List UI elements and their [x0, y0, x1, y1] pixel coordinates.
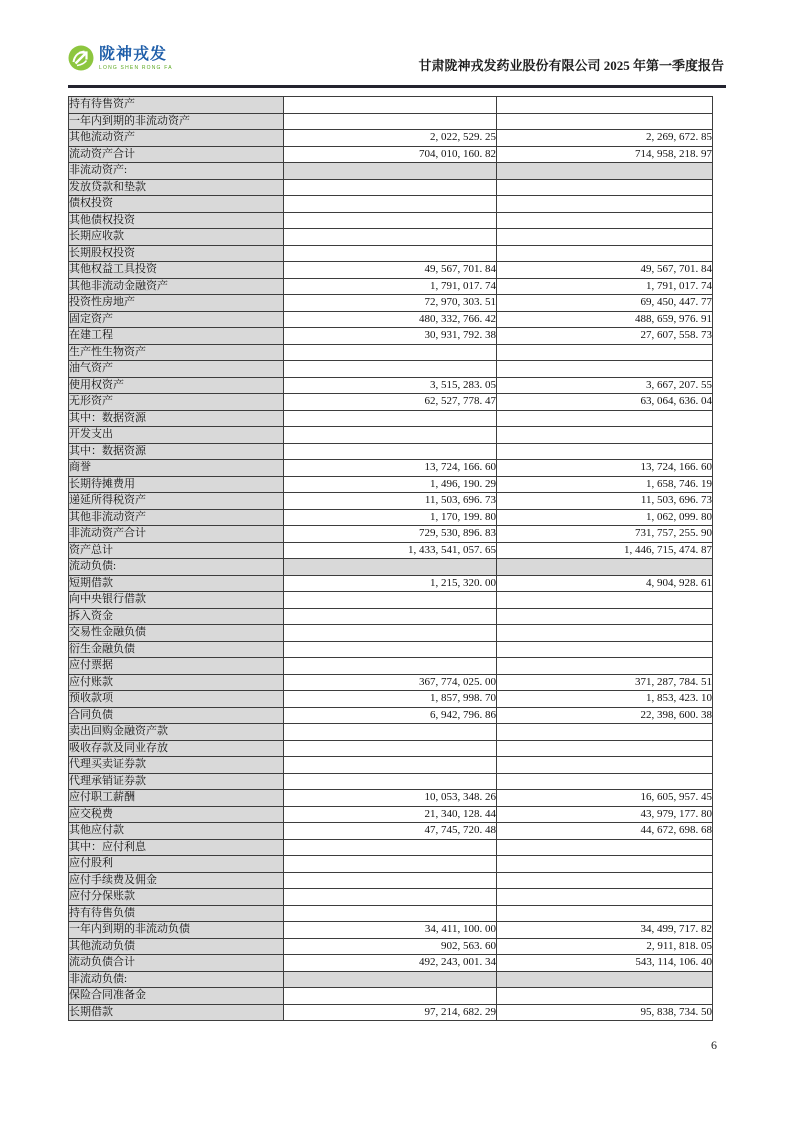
row-prior-value: 11, 503, 696. 73	[497, 493, 713, 510]
row-label: 长期待摊费用	[69, 476, 284, 493]
row-prior-value	[497, 427, 713, 444]
row-label: 长期股权投资	[69, 245, 284, 262]
row-prior-value: 27, 607, 558. 73	[497, 328, 713, 345]
row-prior-value	[497, 229, 713, 246]
row-label: 应付职工薪酬	[69, 790, 284, 807]
row-current-value: 704, 010, 160. 82	[284, 146, 497, 163]
row-current-value: 97, 214, 682. 29	[284, 1004, 497, 1021]
row-prior-value	[497, 905, 713, 922]
row-current-value: 902, 563. 60	[284, 938, 497, 955]
row-current-value: 21, 340, 128. 44	[284, 806, 497, 823]
row-label: 持有待售资产	[69, 97, 284, 114]
row-prior-value	[497, 889, 713, 906]
row-current-value: 10, 053, 348. 26	[284, 790, 497, 807]
row-label: 生产性生物资产	[69, 344, 284, 361]
table-row	[69, 295, 713, 312]
row-prior-value: 49, 567, 701. 84	[497, 262, 713, 279]
row-label: 应付手续费及佣金	[69, 872, 284, 889]
row-label: 长期借款	[69, 1004, 284, 1021]
row-prior-value: 731, 757, 255. 90	[497, 526, 713, 543]
table-row	[69, 460, 713, 477]
table-row	[69, 608, 713, 625]
report-title: 甘肃陇神戎发药业股份有限公司 2025 年第一季度报告	[418, 58, 724, 73]
row-label: 其他流动负债	[69, 938, 284, 955]
row-current-value: 49, 567, 701. 84	[284, 262, 497, 279]
table-row	[69, 245, 713, 262]
row-label: 合同负债	[69, 707, 284, 724]
table-row	[69, 905, 713, 922]
table-row	[69, 427, 713, 444]
row-label: 一年内到期的非流动资产	[69, 113, 284, 130]
row-label: 流动资产合计	[69, 146, 284, 163]
row-current-value: 13, 724, 166. 60	[284, 460, 497, 477]
table-row	[69, 592, 713, 609]
row-current-value	[284, 163, 497, 180]
row-label: 应付票据	[69, 658, 284, 675]
row-label: 商誉	[69, 460, 284, 477]
table-row	[69, 410, 713, 427]
row-prior-value: 34, 499, 717. 82	[497, 922, 713, 939]
row-prior-value	[497, 163, 713, 180]
table-row	[69, 806, 713, 823]
row-current-value: 1, 433, 541, 057. 65	[284, 542, 497, 559]
row-label: 其中：数据资源	[69, 410, 284, 427]
row-label: 保险合同准备金	[69, 988, 284, 1005]
row-label: 持有待售负债	[69, 905, 284, 922]
table-row	[69, 674, 713, 691]
row-prior-value	[497, 839, 713, 856]
row-prior-value	[497, 608, 713, 625]
row-prior-value: 714, 958, 218. 97	[497, 146, 713, 163]
row-current-value	[284, 839, 497, 856]
row-prior-value	[497, 856, 713, 873]
row-current-value: 6, 942, 796. 86	[284, 707, 497, 724]
table-row	[69, 361, 713, 378]
row-prior-value	[497, 592, 713, 609]
row-prior-value	[497, 658, 713, 675]
row-current-value	[284, 740, 497, 757]
table-row	[69, 493, 713, 510]
row-prior-value: 1, 446, 715, 474. 87	[497, 542, 713, 559]
table-row	[69, 311, 713, 328]
row-current-value: 72, 970, 303. 51	[284, 295, 497, 312]
row-current-value	[284, 856, 497, 873]
row-label: 其他应付款	[69, 823, 284, 840]
table-row	[69, 278, 713, 295]
row-prior-value: 4, 904, 928. 61	[497, 575, 713, 592]
table-row	[69, 938, 713, 955]
row-label: 开发支出	[69, 427, 284, 444]
row-label: 流动负债:	[69, 559, 284, 576]
row-current-value	[284, 212, 497, 229]
row-current-value: 2, 022, 529. 25	[284, 130, 497, 147]
row-prior-value: 543, 114, 106. 40	[497, 955, 713, 972]
row-current-value	[284, 641, 497, 658]
row-prior-value: 43, 979, 177. 80	[497, 806, 713, 823]
row-label: 其他流动资产	[69, 130, 284, 147]
row-label: 债权投资	[69, 196, 284, 213]
page-number: 6	[711, 1038, 717, 1052]
row-prior-value: 3, 667, 207. 55	[497, 377, 713, 394]
table-row	[69, 691, 713, 708]
table-row	[69, 575, 713, 592]
table-row	[69, 988, 713, 1005]
row-prior-value	[497, 757, 713, 774]
table-row	[69, 542, 713, 559]
balance-sheet-body	[69, 97, 713, 1021]
row-prior-value	[497, 740, 713, 757]
row-current-value	[284, 113, 497, 130]
row-label: 资产总计	[69, 542, 284, 559]
table-row	[69, 328, 713, 345]
row-label: 非流动资产:	[69, 163, 284, 180]
row-prior-value: 13, 724, 166. 60	[497, 460, 713, 477]
table-row	[69, 773, 713, 790]
row-prior-value: 1, 853, 423. 10	[497, 691, 713, 708]
table-row	[69, 641, 713, 658]
row-current-value: 47, 745, 720. 48	[284, 823, 497, 840]
row-prior-value	[497, 245, 713, 262]
table-row	[69, 113, 713, 130]
row-label: 非流动资产合计	[69, 526, 284, 543]
table-row	[69, 97, 713, 114]
row-current-value	[284, 773, 497, 790]
row-label: 油气资产	[69, 361, 284, 378]
row-current-value: 1, 791, 017. 74	[284, 278, 497, 295]
row-current-value	[284, 872, 497, 889]
row-label: 递延所得税资产	[69, 493, 284, 510]
row-current-value: 492, 243, 001. 34	[284, 955, 497, 972]
table-row	[69, 724, 713, 741]
row-prior-value	[497, 113, 713, 130]
row-current-value: 3, 515, 283. 05	[284, 377, 497, 394]
section-row	[69, 971, 713, 988]
row-prior-value	[497, 196, 713, 213]
row-label: 其中：数据资源	[69, 443, 284, 460]
row-label: 长期应收款	[69, 229, 284, 246]
table-row	[69, 262, 713, 279]
row-prior-value	[497, 443, 713, 460]
row-current-value	[284, 971, 497, 988]
table-row	[69, 443, 713, 460]
row-current-value	[284, 410, 497, 427]
table-row	[69, 757, 713, 774]
row-current-value: 11, 503, 696. 73	[284, 493, 497, 510]
row-current-value: 729, 530, 896. 83	[284, 526, 497, 543]
row-prior-value	[497, 773, 713, 790]
row-current-value	[284, 443, 497, 460]
row-label: 其中：应付利息	[69, 839, 284, 856]
row-label: 应交税费	[69, 806, 284, 823]
row-label: 其他债权投资	[69, 212, 284, 229]
table-row	[69, 955, 713, 972]
row-current-value	[284, 229, 497, 246]
row-label: 投资性房地产	[69, 295, 284, 312]
row-current-value	[284, 757, 497, 774]
row-current-value: 367, 774, 025. 00	[284, 674, 497, 691]
row-prior-value	[497, 212, 713, 229]
row-current-value	[284, 608, 497, 625]
row-prior-value	[497, 179, 713, 196]
row-prior-value	[497, 559, 713, 576]
table-row	[69, 922, 713, 939]
row-label: 在建工程	[69, 328, 284, 345]
row-prior-value: 69, 450, 447. 77	[497, 295, 713, 312]
row-prior-value	[497, 410, 713, 427]
table-row	[69, 229, 713, 246]
row-prior-value	[497, 344, 713, 361]
table-row	[69, 394, 713, 411]
row-prior-value	[497, 361, 713, 378]
row-prior-value: 1, 791, 017. 74	[497, 278, 713, 295]
row-current-value	[284, 625, 497, 642]
row-label: 其他非流动金融资产	[69, 278, 284, 295]
row-prior-value: 1, 062, 099. 80	[497, 509, 713, 526]
table-row	[69, 179, 713, 196]
row-label: 代理承销证券款	[69, 773, 284, 790]
row-current-value	[284, 724, 497, 741]
row-label: 向中央银行借款	[69, 592, 284, 609]
row-prior-value: 44, 672, 698. 68	[497, 823, 713, 840]
row-label: 拆入资金	[69, 608, 284, 625]
row-current-value	[284, 179, 497, 196]
table-row	[69, 872, 713, 889]
table-row	[69, 196, 713, 213]
row-label: 衍生金融负债	[69, 641, 284, 658]
row-current-value	[284, 592, 497, 609]
row-prior-value: 371, 287, 784. 51	[497, 674, 713, 691]
table-row	[69, 740, 713, 757]
row-current-value	[284, 559, 497, 576]
row-current-value	[284, 344, 497, 361]
row-prior-value	[497, 971, 713, 988]
section-row	[69, 559, 713, 576]
table-row	[69, 790, 713, 807]
row-current-value	[284, 245, 497, 262]
row-label: 发放贷款和垫款	[69, 179, 284, 196]
table-row	[69, 130, 713, 147]
row-label: 无形资产	[69, 394, 284, 411]
row-label: 一年内到期的非流动负债	[69, 922, 284, 939]
logo-text-block	[99, 45, 173, 71]
row-prior-value	[497, 625, 713, 642]
table-row	[69, 889, 713, 906]
row-current-value	[284, 658, 497, 675]
table-row	[69, 344, 713, 361]
table-row	[69, 707, 713, 724]
row-label: 吸收存款及同业存放	[69, 740, 284, 757]
section-row	[69, 163, 713, 180]
company-logo	[68, 45, 173, 71]
row-current-value	[284, 427, 497, 444]
row-current-value: 1, 170, 199. 80	[284, 509, 497, 526]
row-label: 其他权益工具投资	[69, 262, 284, 279]
row-label: 预收款项	[69, 691, 284, 708]
row-label: 非流动负债:	[69, 971, 284, 988]
row-current-value: 1, 857, 998. 70	[284, 691, 497, 708]
row-prior-value: 2, 269, 672. 85	[497, 130, 713, 147]
row-prior-value	[497, 724, 713, 741]
row-prior-value: 63, 064, 636. 04	[497, 394, 713, 411]
logo-cn-text: 陇神戎发	[99, 46, 168, 63]
row-label: 代理买卖证券款	[69, 757, 284, 774]
table-row	[69, 1004, 713, 1021]
row-current-value: 480, 332, 766. 42	[284, 311, 497, 328]
row-prior-value: 488, 659, 976. 91	[497, 311, 713, 328]
row-label: 交易性金融负债	[69, 625, 284, 642]
table-row	[69, 377, 713, 394]
row-prior-value: 2, 911, 818. 05	[497, 938, 713, 955]
row-prior-value	[497, 97, 713, 114]
table-row	[69, 856, 713, 873]
table-row	[69, 509, 713, 526]
row-prior-value	[497, 872, 713, 889]
row-prior-value: 1, 658, 746. 19	[497, 476, 713, 493]
row-prior-value: 16, 605, 957. 45	[497, 790, 713, 807]
row-current-value	[284, 889, 497, 906]
row-current-value: 34, 411, 100. 00	[284, 922, 497, 939]
row-label: 固定资产	[69, 311, 284, 328]
row-current-value: 1, 215, 320. 00	[284, 575, 497, 592]
table-row	[69, 526, 713, 543]
row-label: 使用权资产	[69, 377, 284, 394]
row-current-value: 62, 527, 778. 47	[284, 394, 497, 411]
row-label: 卖出回购金融资产款	[69, 724, 284, 741]
row-current-value	[284, 361, 497, 378]
row-label: 应付分保账款	[69, 889, 284, 906]
row-current-value: 1, 496, 190. 29	[284, 476, 497, 493]
header-rule	[68, 85, 726, 88]
row-label: 应付股利	[69, 856, 284, 873]
row-current-value	[284, 196, 497, 213]
table-row	[69, 658, 713, 675]
table-row	[69, 823, 713, 840]
row-current-value	[284, 97, 497, 114]
row-current-value	[284, 905, 497, 922]
row-current-value	[284, 988, 497, 1005]
row-prior-value	[497, 641, 713, 658]
row-label: 应付账款	[69, 674, 284, 691]
logo-circle-icon	[68, 45, 94, 71]
logo-en-text: LONG SHEN RONG FA	[99, 65, 173, 71]
table-row	[69, 476, 713, 493]
row-prior-value: 95, 838, 734. 50	[497, 1004, 713, 1021]
row-prior-value	[497, 988, 713, 1005]
row-current-value: 30, 931, 792. 38	[284, 328, 497, 345]
table-row	[69, 839, 713, 856]
table-row	[69, 212, 713, 229]
table-row	[69, 146, 713, 163]
row-label: 其他非流动资产	[69, 509, 284, 526]
row-prior-value: 22, 398, 600. 38	[497, 707, 713, 724]
balance-sheet-table	[68, 96, 713, 1021]
table-row	[69, 625, 713, 642]
row-label: 短期借款	[69, 575, 284, 592]
row-label: 流动负债合计	[69, 955, 284, 972]
